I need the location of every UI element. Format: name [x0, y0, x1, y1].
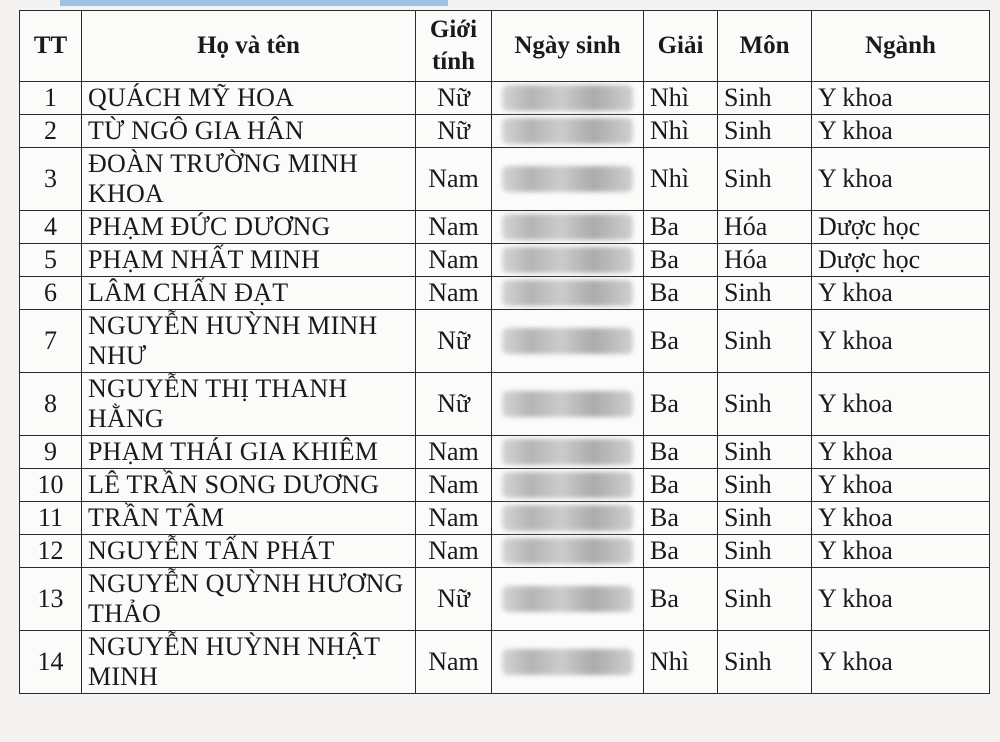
subject: Sinh — [718, 469, 812, 502]
major: Y khoa — [812, 310, 990, 373]
redacted-dob — [502, 391, 633, 417]
student-name: QUÁCH MỸ HOA — [82, 82, 416, 115]
student-name: LÊ TRẦN SONG DƯƠNG — [82, 469, 416, 502]
major: Dược học — [812, 244, 990, 277]
subject: Sinh — [718, 148, 812, 211]
award-level: Ba — [644, 310, 718, 373]
award-level: Nhì — [644, 82, 718, 115]
award-level: Ba — [644, 277, 718, 310]
major: Y khoa — [812, 148, 990, 211]
redacted-dob — [502, 85, 633, 111]
redacted-dob — [502, 649, 633, 675]
subject: Sinh — [718, 631, 812, 694]
student-gender: Nữ — [416, 373, 492, 436]
major: Y khoa — [812, 469, 990, 502]
table-row — [20, 469, 990, 502]
award-level: Ba — [644, 244, 718, 277]
header-subject: Môn — [718, 11, 812, 82]
student-dob — [492, 373, 644, 436]
table-row — [20, 310, 990, 373]
header-major: Ngành — [812, 11, 990, 82]
major: Y khoa — [812, 568, 990, 631]
redacted-dob — [502, 118, 633, 144]
student-name: NGUYỄN HUỲNH NHẬT MINH — [82, 631, 416, 694]
row-number: 1 — [20, 82, 82, 115]
student-name: ĐOÀN TRƯỜNG MINH KHOA — [82, 148, 416, 211]
student-dob — [492, 277, 644, 310]
header-award: Giải — [644, 11, 718, 82]
header-gender-line1: Giới — [429, 16, 478, 43]
row-number: 7 — [20, 310, 82, 373]
top-highlight-strip — [60, 0, 448, 6]
student-name: NGUYỄN HUỲNH MINH NHƯ — [82, 310, 416, 373]
student-dob — [492, 211, 644, 244]
table-row — [20, 115, 990, 148]
redacted-dob — [502, 214, 633, 240]
award-level: Ba — [644, 535, 718, 568]
student-name: NGUYỄN QUỲNH HƯƠNG THẢO — [82, 568, 416, 631]
major: Y khoa — [812, 631, 990, 694]
subject: Sinh — [718, 115, 812, 148]
redacted-dob — [502, 247, 633, 273]
award-list-table — [19, 10, 990, 694]
header-gender — [416, 11, 492, 82]
table-row — [20, 502, 990, 535]
row-number: 9 — [20, 436, 82, 469]
student-gender: Nam — [416, 502, 492, 535]
subject: Sinh — [718, 436, 812, 469]
student-dob — [492, 568, 644, 631]
award-level: Nhì — [644, 148, 718, 211]
header-name: Họ và tên — [82, 11, 416, 82]
row-number: 4 — [20, 211, 82, 244]
header-gender-line2: tính — [431, 48, 476, 75]
student-gender: Nữ — [416, 115, 492, 148]
major: Y khoa — [812, 277, 990, 310]
student-gender: Nam — [416, 244, 492, 277]
student-dob — [492, 469, 644, 502]
header-tt: TT — [20, 11, 82, 82]
subject: Sinh — [718, 535, 812, 568]
table-row — [20, 211, 990, 244]
subject: Sinh — [718, 277, 812, 310]
table-header-row — [20, 11, 990, 82]
award-level: Ba — [644, 211, 718, 244]
row-number: 10 — [20, 469, 82, 502]
award-level: Ba — [644, 568, 718, 631]
student-gender: Nam — [416, 631, 492, 694]
major: Y khoa — [812, 535, 990, 568]
redacted-dob — [502, 280, 633, 306]
table-row — [20, 436, 990, 469]
table-row — [20, 82, 990, 115]
major: Y khoa — [812, 502, 990, 535]
row-number: 5 — [20, 244, 82, 277]
student-name: NGUYỄN TẤN PHÁT — [82, 535, 416, 568]
student-name: TRẦN TÂM — [82, 502, 416, 535]
row-number: 8 — [20, 373, 82, 436]
student-dob — [492, 502, 644, 535]
row-number: 3 — [20, 148, 82, 211]
redacted-dob — [502, 472, 633, 498]
redacted-dob — [502, 439, 633, 465]
subject: Sinh — [718, 502, 812, 535]
redacted-dob — [502, 586, 633, 612]
award-level: Ba — [644, 436, 718, 469]
table-row — [20, 244, 990, 277]
major: Dược học — [812, 211, 990, 244]
table-row — [20, 148, 990, 211]
student-gender: Nam — [416, 436, 492, 469]
student-gender: Nữ — [416, 310, 492, 373]
award-level: Nhì — [644, 631, 718, 694]
subject: Hóa — [718, 211, 812, 244]
student-gender: Nữ — [416, 568, 492, 631]
major: Y khoa — [812, 115, 990, 148]
major: Y khoa — [812, 436, 990, 469]
major: Y khoa — [812, 373, 990, 436]
student-dob — [492, 310, 644, 373]
row-number: 2 — [20, 115, 82, 148]
row-number: 11 — [20, 502, 82, 535]
row-number: 6 — [20, 277, 82, 310]
student-dob — [492, 436, 644, 469]
redacted-dob — [502, 538, 633, 564]
student-gender: Nam — [416, 211, 492, 244]
row-number: 12 — [20, 535, 82, 568]
row-number: 14 — [20, 631, 82, 694]
student-dob — [492, 148, 644, 211]
student-dob — [492, 244, 644, 277]
redacted-dob — [502, 166, 633, 192]
award-level: Ba — [644, 373, 718, 436]
student-dob — [492, 115, 644, 148]
student-name: PHẠM THÁI GIA KHIÊM — [82, 436, 416, 469]
student-gender: Nam — [416, 469, 492, 502]
row-number: 13 — [20, 568, 82, 631]
student-name: PHẠM NHẤT MINH — [82, 244, 416, 277]
subject: Sinh — [718, 373, 812, 436]
student-dob — [492, 535, 644, 568]
header-dob: Ngày sinh — [492, 11, 644, 82]
table-row — [20, 631, 990, 694]
student-dob — [492, 631, 644, 694]
student-gender: Nam — [416, 277, 492, 310]
table-row — [20, 373, 990, 436]
subject: Hóa — [718, 244, 812, 277]
subject: Sinh — [718, 82, 812, 115]
award-level: Nhì — [644, 115, 718, 148]
student-name: NGUYỄN THỊ THANH HẰNG — [82, 373, 416, 436]
student-gender: Nam — [416, 148, 492, 211]
award-level: Ba — [644, 502, 718, 535]
student-gender: Nữ — [416, 82, 492, 115]
table-row — [20, 535, 990, 568]
student-name: PHẠM ĐỨC DƯƠNG — [82, 211, 416, 244]
subject: Sinh — [718, 568, 812, 631]
table-row — [20, 568, 990, 631]
student-name: TỪ NGÔ GIA HÂN — [82, 115, 416, 148]
table-row — [20, 277, 990, 310]
student-dob — [492, 82, 644, 115]
redacted-dob — [502, 328, 633, 354]
student-name: LÂM CHẤN ĐẠT — [82, 277, 416, 310]
student-gender: Nam — [416, 535, 492, 568]
award-level: Ba — [644, 469, 718, 502]
major: Y khoa — [812, 82, 990, 115]
subject: Sinh — [718, 310, 812, 373]
redacted-dob — [502, 505, 633, 531]
